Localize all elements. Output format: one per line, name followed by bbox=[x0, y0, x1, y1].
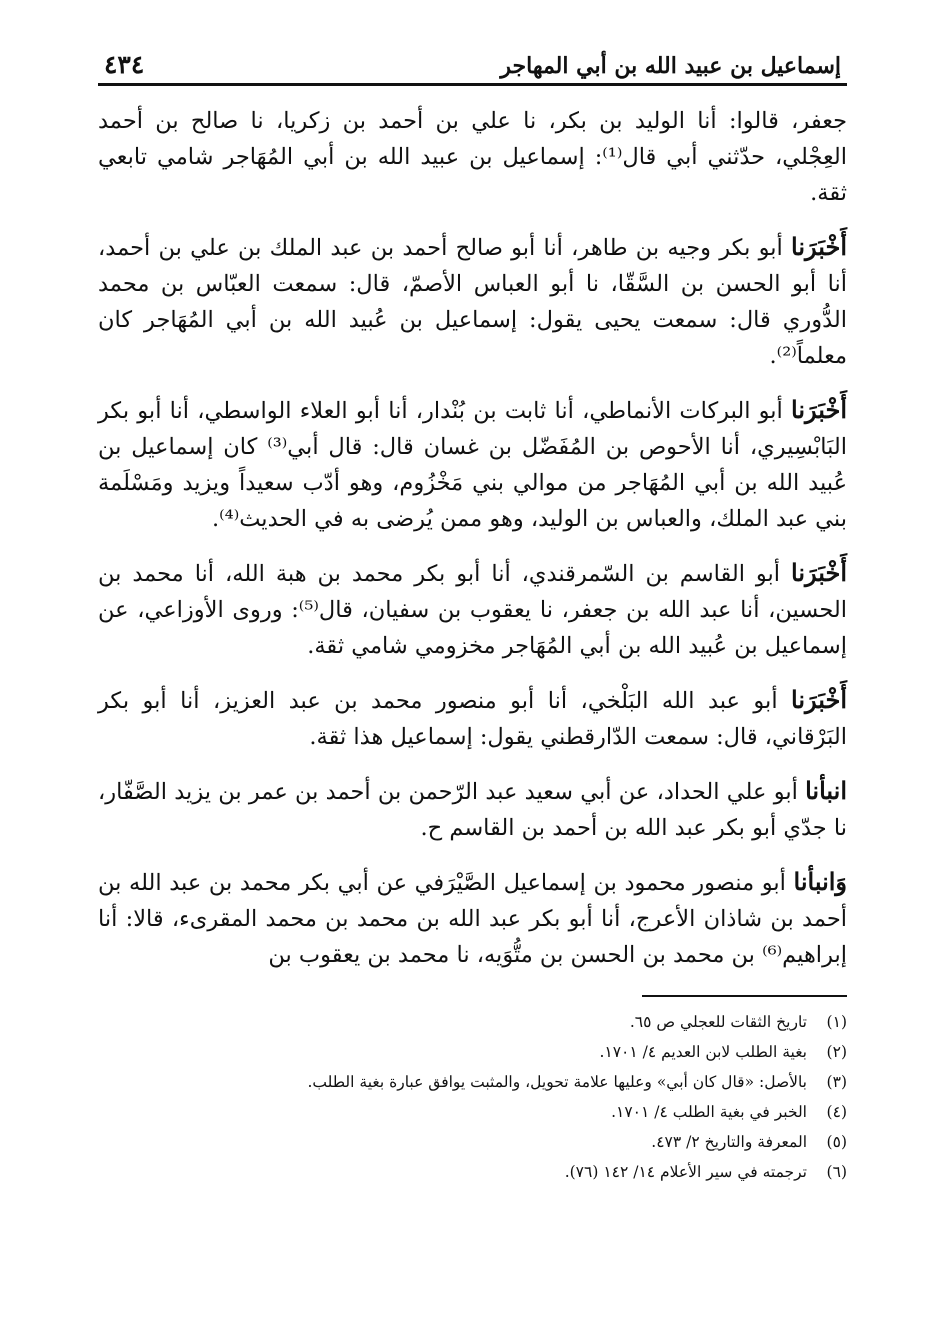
footnote-text: ترجمته في سير الأعلام ١٤/ ١٤٢ (٧٦). bbox=[564, 1163, 807, 1181]
page-number: ٤٣٤ bbox=[104, 50, 145, 79]
footnote bbox=[98, 1037, 847, 1067]
footnote bbox=[98, 1097, 847, 1127]
footnote-text: الخبر في بغية الطلب ٤/ ١٧٠١. bbox=[611, 1103, 807, 1121]
footnote-text: المعرفة والتاريخ ٢/ ٤٧٣. bbox=[651, 1133, 807, 1151]
footnote-number: (٦) bbox=[826, 1163, 847, 1181]
footnote-text: بغية الطلب لابن العديم ٤/ ١٧٠١. bbox=[599, 1043, 807, 1061]
paragraph-3 bbox=[98, 392, 847, 537]
paragraph-text: أبو القاسم بن السّمرقندي، أنا أبو بكر محمد بن هبة الله، أنا محمد بن الحسين، أنا عبد الله بن جعفر، نا يعقوب بن سفيان، قال⁽⁵⁾: وروى الأوزاعي، عن إسماعيل بن عُبيد الله بن أبي المُهَاجر مخزومي شامي ثقة. bbox=[98, 561, 847, 659]
footnote bbox=[98, 1007, 847, 1037]
paragraph-lead: وَانبأنا bbox=[793, 867, 847, 896]
paragraph-5 bbox=[98, 682, 847, 755]
paragraph-text: أبو علي الحداد، عن أبي سعيد عبد الرّحمن بن أحمد بن عمر بن يزيد الصَّفّار، نا جدّي أبو بكر عبد الله بن أحمد بن القاسم ح. bbox=[98, 779, 847, 841]
footnote bbox=[98, 1067, 847, 1097]
footnote-number: (٣) bbox=[826, 1073, 847, 1091]
paragraph-6 bbox=[98, 773, 847, 846]
footnote-text: تاريخ الثقات للعجلي ص ٦٥. bbox=[629, 1013, 807, 1031]
running-title: إسماعيل بن عبيد الله بن أبي المهاجر bbox=[500, 53, 841, 79]
footnote-number: (١) bbox=[826, 1013, 847, 1031]
paragraph-text: أبو عبد الله البَلْخي، أنا أبو منصور محمد بن عبد العزيز، أنا أبو بكر البَرْقاني، قال: سمعت الدّارقطني يقول: إسماعيل هذا ثقة. bbox=[98, 688, 847, 750]
paragraph-text: جعفر، قالوا: أنا الوليد بن بكر، نا علي بن أحمد بن زكريا، نا صالح بن أحمد العِجْلي، حدّثني أبي قال⁽¹⁾: إسماعيل بن عبيد الله بن أبي المُهَاجر شامي تابعي ثقة. bbox=[98, 108, 847, 206]
footnote-number: (٤) bbox=[826, 1103, 847, 1121]
paragraph-text: أبو منصور محمود بن إسماعيل الصَّيْرَفي عن أبي بكر محمد بن عبد الله بن أحمد بن شاذان الأعرج، أنا أبو بكر عبد الله بن محمد بن محمد المقرىء، قالا: أنا إبراهيم⁽⁶⁾ بن محمد بن الحسن بن متُّوَيه، نا محمد بن يعقوب بن bbox=[98, 870, 847, 968]
footnote bbox=[98, 1127, 847, 1157]
paragraph-1 bbox=[98, 102, 847, 211]
footnote-text: بالأصل: «قال كان أبي» وعليها علامة تحويل، والمثبت يوافق عبارة بغية الطلب. bbox=[307, 1073, 807, 1091]
paragraph-4 bbox=[98, 555, 847, 664]
footnote-number: (٢) bbox=[826, 1043, 847, 1061]
footnotes bbox=[98, 1007, 847, 1187]
paragraph-lead: أَخْبَرَنا bbox=[791, 395, 847, 424]
paragraph-text: أبو البركات الأنماطي، أنا ثابت بن بُنْدار، أنا أبو العلاء الواسطي، أنا أبو بكر البَابْسِيري، أنا الأحوص بن المُفَضّل بن غسان قال: قال أبي⁽³⁾ كان إسماعيل بن عُبيد الله بن أبي المُهَاجر من موالي بني مَخْزُوم، وهو أدّب سعيداً ويزيد ومَسْلَمة بني عبد الملك، والعباس بن الوليد، وهو ممن يُرضى به في الحديث⁽⁴⁾. bbox=[98, 398, 847, 532]
paragraph-2 bbox=[98, 229, 847, 374]
paragraph-lead: انبأنا bbox=[805, 776, 847, 805]
paragraph-text: أبو بكر وجيه بن طاهر، أنا أبو صالح أحمد بن عبد الملك بن علي بن أحمد، أنا أبو الحسن بن السَّقّا، نا أبو العباس الأصمّ، قال: سمعت العبّاس بن محمد الدُّوري قال: سمعت يحيى يقول: إسماعيل بن عُبيد الله بن أبي المُهَاجر كان معلماً⁽²⁾. bbox=[98, 235, 847, 369]
footnote bbox=[98, 1157, 847, 1187]
paragraph-lead: أَخْبَرَنا bbox=[791, 558, 847, 587]
paragraph-lead: أَخْبَرَنا bbox=[791, 232, 847, 261]
paragraph-7 bbox=[98, 864, 847, 973]
main-text bbox=[98, 102, 847, 973]
footnote-separator bbox=[642, 995, 847, 997]
footnote-number: (٥) bbox=[826, 1133, 847, 1151]
paragraph-lead: أَخْبَرَنا bbox=[791, 685, 847, 714]
page-header bbox=[98, 50, 847, 86]
